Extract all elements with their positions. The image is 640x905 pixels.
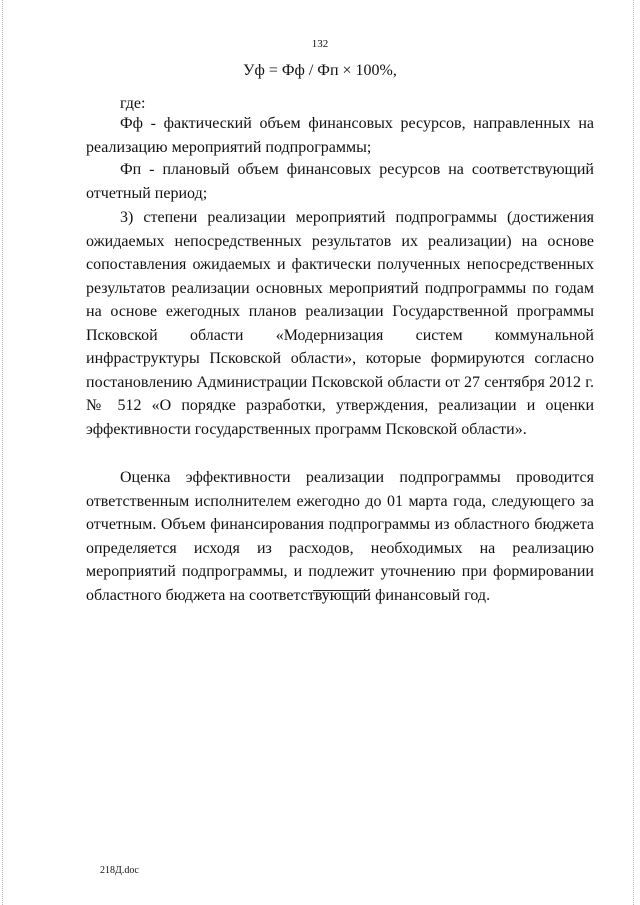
efficiency-formula: Уф = Фф / Фп × 100%,	[243, 62, 397, 79]
where-label: где:	[120, 95, 146, 112]
definition-ff: Фф - фактический объем финансовых ресурсов, направленных на реализацию мероприятий подпрограммы;	[86, 115, 594, 156]
paragraph-item-3: 3) степени реализации мероприятий подпрограммы (достижения ожидаемых непосредственных результатов их реализации) на основе сопоставления ожидаемых и фактически полученных непосредственных результатов реализации основных мероприятий подпрограммы по годам на основе ежегодных планов реализации Государственной программы Псковской области «Модернизация систем коммунальной инфраструктуры Псковской области», которые формируются согласно постановлению Администрации Псковской области от 27 сентября 2012 г. № 512 «О порядке разработки, утверждения, реализации и оценки эффективности государственных программ Псковской области».	[86, 209, 594, 438]
paragraph-evaluation: Оценка эффективности реализации подпрограммы проводится ответственным исполнителем ежегодно до 01 марта года, следующего за отчетным. Объем финансирования подпрограммы из областного бюджета определяется исходя из расходов, необходимых на реализацию мероприятий подпрограммы, и подлежит уточнению при формировании областного бюджета на соответствующий финансовый год.	[86, 469, 594, 604]
scan-edge-left	[2, 0, 3, 905]
footer-file-name: 218Д.doc	[100, 865, 139, 876]
page-number: 132	[311, 38, 329, 50]
scan-edge-right	[633, 0, 634, 905]
definition-fp: Фп - плановый объем финансовых ресурсов на соответствующий отчетный период;	[86, 161, 594, 202]
end-divider	[313, 590, 369, 591]
